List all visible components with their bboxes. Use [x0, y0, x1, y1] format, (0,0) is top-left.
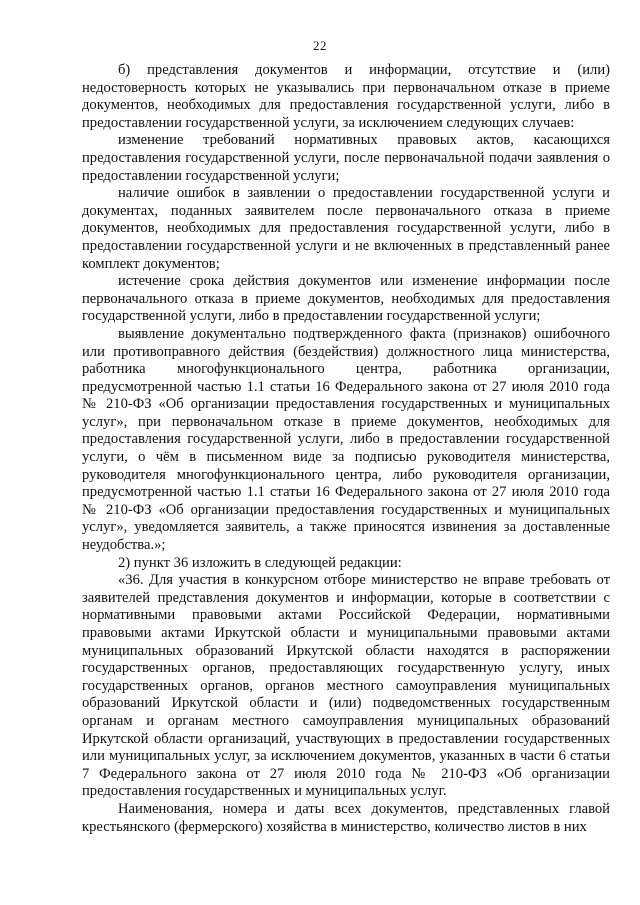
- paragraph-document-names: Наименования, номера и даты всех документов, представленных главой крестьянского (фермерского) хозяйства в министерство, количество листов в них: [82, 800, 610, 835]
- page-number: 22: [313, 38, 327, 53]
- paragraph-expiry-of-documents: истечение срока действия документов или изменение информации после первоначального отказа в приеме документов, необходимых для предоставления государственной услуги, либо в предоставлении государственной услуги;: [82, 273, 610, 325]
- paragraph-requirements-change: изменение требований нормативных правовых актов, касающихся предоставления государственной услуги, после первоначальной подачи заявления о предоставлении государственной услуги;: [82, 132, 610, 184]
- document-body: [82, 62, 610, 836]
- paragraph-item-2: 2) пункт 36 изложить в следующей редакции:: [118, 554, 402, 571]
- paragraph-b-item: б) представления документов и информации, отсутствие и (или) недостоверность которых не указывались при первоначальном отказе в приеме документов, необходимых для предоставления государственной услуги, либо в предоставлении государственной услуги, за исключением следующих случаев:: [82, 62, 610, 131]
- paragraph-errors-in-application: наличие ошибок в заявлении о предоставлении государственной услуги и документах, поданных заявителем после первоначального отказа в приеме документов, необходимых для предоставления государственной услуги, либо в предоставлении государственной услуги и не включенных в представленный ранее комплект документов;: [82, 185, 610, 272]
- paragraph-point-36: «36. Для участия в конкурсном отборе министерство не вправе требовать от заявителей представления документов и информации, которые в соответствии с нормативными правовыми актами Российской Федерации, нормативными правовыми актами Иркутской области и муниципальными правовыми актами муниципальных образований Иркутской области находятся в распоряжении государственных органов, предоставляющих государственную услугу, иных государственных органов, органов местного самоуправления муниципальных образований Иркутской области и (или) подведомственных государственным органам и органам местного самоуправления муниципальных образований Иркутской области организаций, участвующих в предоставлении государственных или муниципальных услуг, за исключением документов, указанных в части 6 статьи 7 Федерального закона от 27 июля 2010 года № 210-ФЗ «Об организации предоставления государственных и муниципальных услуг.: [82, 572, 610, 800]
- paragraph-erroneous-action: выявление документально подтвержденного факта (признаков) ошибочного или противоправного действия (бездействия) должностного лица министерства, работника многофункционального центра, работника организации, предусмотренной частью 1.1 статьи 16 Федерального закона от 27 июля 2010 года № 210-ФЗ «Об организации предоставления государственных и муниципальных услуг», при первоначальном отказе в приеме документов, необходимых для предоставления государственной услуги, либо в предоставлении государственной услуги, о чём в письменном виде за подписью руководителя министерства, руководителя многофункционального центра, либо руководителя организации, предусмотренной частью 1.1 статьи 16 Федерального закона от 27 июля 2010 года № 210-ФЗ «Об организации предоставления государственных и муниципальных услуг», уведомляется заявитель, а также приносятся извинения за доставленные неудобства.»;: [82, 325, 610, 554]
